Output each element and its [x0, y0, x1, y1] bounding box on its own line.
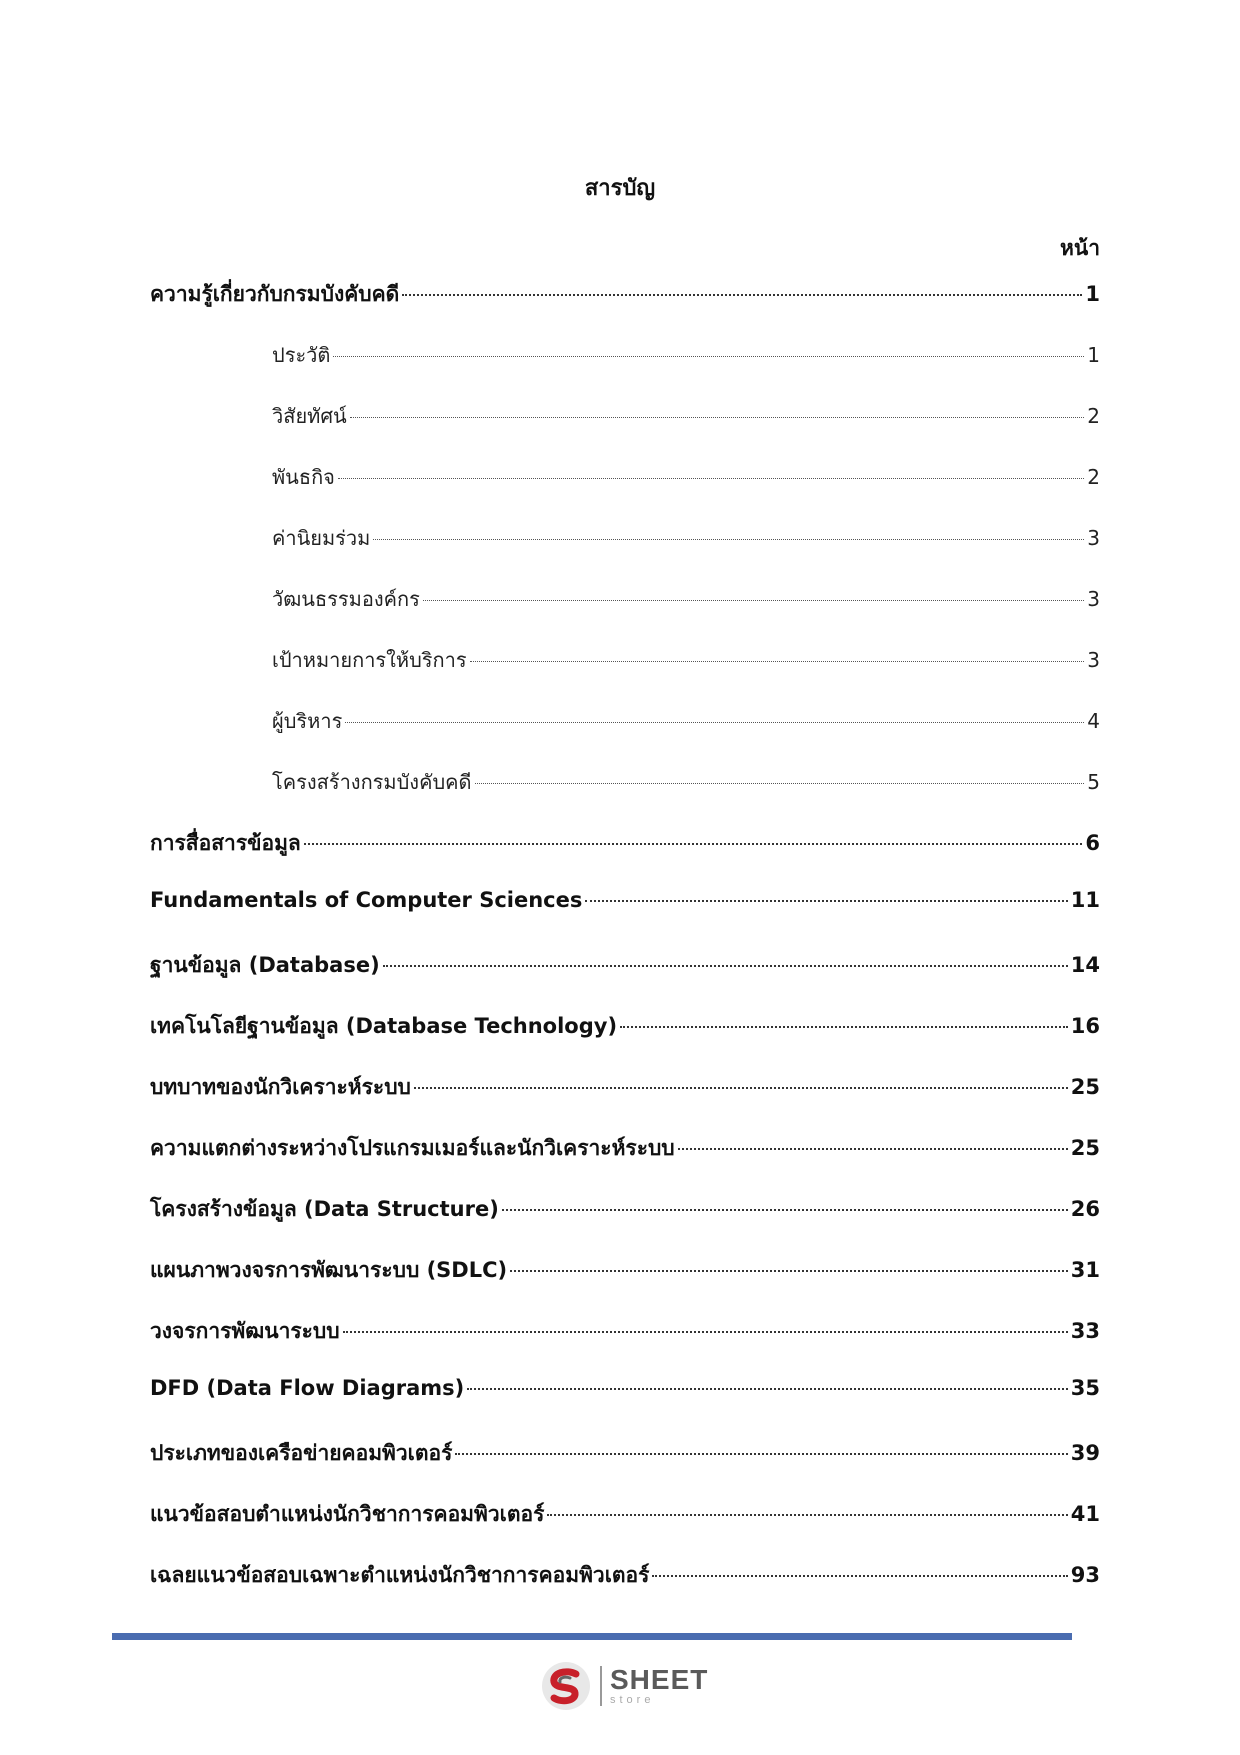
toc-subentry	[150, 522, 1100, 583]
toc-entry-text: ค่านิยมร่วม	[272, 526, 371, 550]
toc-page-number: 1	[1085, 282, 1100, 306]
toc-page-number: 11	[1070, 888, 1100, 912]
toc-page-number: 2	[1087, 465, 1100, 489]
toc-entry-text: ฐานข้อมูล (Database)	[150, 953, 380, 977]
toc-dot-leader	[345, 722, 1084, 723]
toc-page-number: 93	[1070, 1563, 1100, 1587]
sheet-store-logo	[540, 1660, 708, 1712]
logo-divider	[600, 1666, 602, 1706]
toc-dot-leader	[678, 1148, 1068, 1150]
toc-entry	[150, 1376, 1100, 1437]
toc-dot-leader	[470, 661, 1085, 662]
toc-entry-text: วงจรการพัฒนาระบบ	[150, 1319, 340, 1343]
logo-text: SHEET	[610, 1664, 709, 1695]
toc-entry	[150, 827, 1100, 888]
toc-dot-leader	[304, 843, 1083, 845]
toc-dot-leader	[423, 600, 1084, 601]
toc-entry-text: บทบาทของนักวิเคราะห์ระบบ	[150, 1075, 411, 1099]
toc-entry-text: แผนภาพวงจรการพัฒนาระบบ (SDLC)	[150, 1258, 508, 1282]
toc-entry-text: การสื่อสารข้อมูล	[150, 831, 301, 855]
toc-page-number: 3	[1087, 648, 1100, 672]
toc-entry-text: พันธกิจ	[272, 465, 335, 489]
toc-entry-text: ความแตกต่างระหว่างโปรแกรมเมอร์และนักวิเคราะห์ระบบ	[150, 1136, 675, 1160]
toc-page-number: 41	[1070, 1502, 1100, 1526]
toc-page-number: 3	[1087, 587, 1100, 611]
toc-page-number: 35	[1070, 1376, 1100, 1400]
toc-entry-text: ประเภทของเครือข่ายคอมพิวเตอร์	[150, 1441, 453, 1465]
toc-entry	[150, 1498, 1100, 1559]
toc-entry	[150, 278, 1100, 339]
toc-dot-leader	[585, 900, 1067, 902]
toc-entry-text: โครงสร้างข้อมูล (Data Structure)	[150, 1197, 499, 1221]
toc-subentry	[150, 644, 1100, 705]
toc-page-number: 1	[1087, 343, 1100, 367]
toc-page-number: 25	[1070, 1075, 1100, 1099]
toc-subentry	[150, 400, 1100, 461]
toc-dot-leader	[547, 1514, 1067, 1516]
toc-dot-leader	[510, 1270, 1068, 1272]
toc-entry	[150, 888, 1100, 949]
toc-dot-leader	[414, 1087, 1068, 1089]
toc-entry-text: Fundamentals of Computer Sciences	[150, 888, 583, 912]
toc-dot-leader	[383, 965, 1068, 967]
toc-page-number: 16	[1070, 1014, 1100, 1038]
toc-dot-leader	[620, 1026, 1068, 1028]
toc-entry-text: ความรู้เกี่ยวกับกรมบังคับคดี	[150, 282, 400, 306]
toc-entry-text: ประวัติ	[272, 343, 331, 367]
toc-entry-text: เฉลยแนวข้อสอบเฉพาะตำแหน่งนักวิชาการคอมพิวเตอร์	[150, 1563, 650, 1587]
toc-dot-leader	[343, 1331, 1068, 1333]
toc-dot-leader	[467, 1388, 1068, 1390]
toc-entry	[150, 1132, 1100, 1193]
toc-dot-leader	[350, 417, 1085, 418]
toc-entry	[150, 1254, 1100, 1315]
toc-page-number: 2	[1087, 404, 1100, 428]
toc-dot-leader	[373, 539, 1084, 540]
toc-dot-leader	[333, 356, 1084, 357]
toc-entry	[150, 1315, 1100, 1376]
page-column-label: หน้า	[1060, 236, 1100, 260]
toc-page-number: 4	[1087, 709, 1100, 733]
toc-dot-leader	[402, 294, 1082, 296]
toc-page-number: 5	[1087, 770, 1100, 794]
toc-page-number: 25	[1070, 1136, 1100, 1160]
toc-subentry	[150, 766, 1100, 827]
toc-entry-text: แนวข้อสอบตำแหน่งนักวิชาการคอมพิวเตอร์	[150, 1502, 545, 1526]
toc-entry-text: โครงสร้างกรมบังคับคดี	[272, 770, 472, 794]
toc-title: สารบัญ	[584, 176, 656, 201]
sheet-store-s-logo-icon	[540, 1660, 592, 1712]
toc-page-number: 26	[1070, 1197, 1100, 1221]
toc-page-number: 39	[1070, 1441, 1100, 1465]
toc-entry-text: วิสัยทัศน์	[272, 404, 347, 428]
toc-dot-leader	[475, 783, 1085, 784]
toc-entry	[150, 1193, 1100, 1254]
toc-entry	[150, 1071, 1100, 1132]
toc-subentry	[150, 705, 1100, 766]
toc-entry	[150, 1010, 1100, 1071]
toc-dot-leader	[455, 1453, 1067, 1455]
toc-page-number: 33	[1070, 1319, 1100, 1343]
toc-dot-leader	[338, 478, 1084, 479]
table-of-contents	[150, 278, 1100, 1620]
toc-entry-text: DFD (Data Flow Diagrams)	[150, 1376, 465, 1400]
toc-dot-leader	[502, 1209, 1068, 1211]
toc-entry	[150, 1437, 1100, 1498]
toc-entry	[150, 1559, 1100, 1620]
toc-entry-text: เป้าหมายการให้บริการ	[272, 648, 467, 672]
toc-dot-leader	[652, 1575, 1067, 1577]
toc-entry-text: ผู้บริหาร	[272, 709, 343, 733]
toc-page-number: 6	[1085, 831, 1100, 855]
toc-page-number: 31	[1070, 1258, 1100, 1282]
logo-subtext: store	[610, 1694, 655, 1706]
toc-entry	[150, 949, 1100, 1010]
toc-subentry	[150, 583, 1100, 644]
toc-subentry	[150, 339, 1100, 400]
toc-entry-text: เทคโนโลยีฐานข้อมูล (Database Technology)	[150, 1014, 618, 1038]
footer-divider	[112, 1633, 1072, 1640]
toc-entry-text: วัฒนธรรมองค์กร	[272, 587, 420, 611]
toc-page-number: 3	[1087, 526, 1100, 550]
toc-page-number: 14	[1070, 953, 1100, 977]
logo-wordmark	[610, 1666, 708, 1706]
toc-subentry	[150, 461, 1100, 522]
